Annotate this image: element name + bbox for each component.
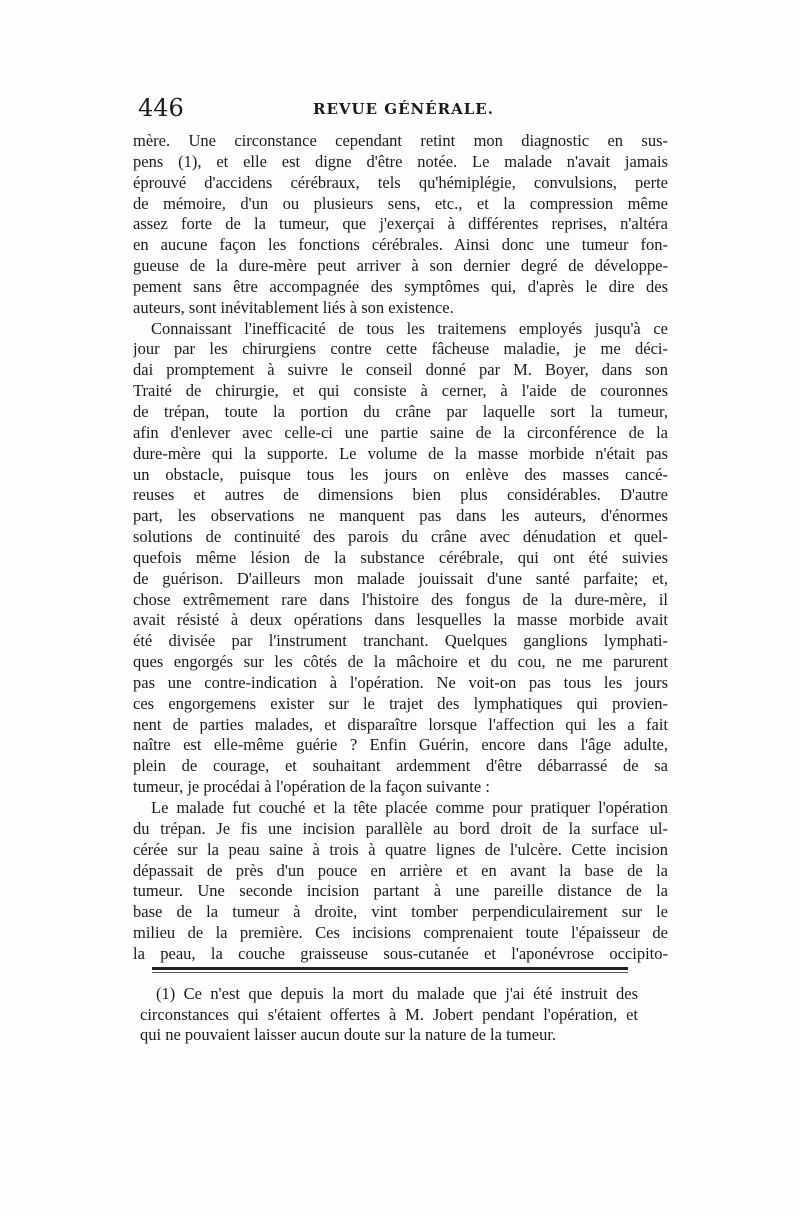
body-line: en aucune façon les fonctions cérébrales. Ainsi donc une tumeur fon- — [133, 235, 668, 255]
body-line: reuses et autres de dimensions bien plus considérables. D'autre — [133, 485, 668, 505]
body-line: nent de parties malades, et disparaître lorsque l'affection qui les a fait — [133, 714, 668, 734]
body-line: cérée sur la peau saine à trois à quatre lignes de l'ulcère. Cette incision — [133, 839, 668, 859]
body-line: du trépan. Je fis une incision parallèle au bord droit de la surface ul- — [133, 818, 668, 838]
page-number: 446 — [138, 94, 184, 122]
body-line: pas une contre-indication à l'opération. Ne voit-on pas tous les jours — [133, 672, 668, 692]
body-line: de guérison. D'ailleurs mon malade jouissait d'une santé parfaite; et, — [133, 568, 668, 588]
body-line: part, les observations ne manquent pas dans les auteurs, d'énormes — [133, 506, 668, 526]
body-line: tumeur, je procédai à l'opération de la façon suivante : — [133, 777, 490, 797]
body-line: Le malade fut couché et la tête placée comme pour pratiquer l'opération — [151, 798, 668, 817]
body-line: afin d'enlever avec celle-ci une partie saine de la circonférence de la — [133, 422, 668, 442]
body-line: avait résisté à deux opérations dans lesquelles la masse morbide avait — [133, 610, 668, 630]
body-line: éprouvé d'accidens cérébraux, tels qu'hémiplégie, convulsions, perte — [133, 172, 668, 192]
body-line: jour par les chirurgiens contre cette fâcheuse maladie, je me déci- — [133, 339, 668, 359]
body-line: naître est elle-même guérie ? Enfin Guérin, encore dans l'âge adulte, — [133, 735, 668, 755]
body-line: de mémoire, d'un ou plusieurs sens, etc., et la compression même — [133, 193, 668, 213]
body-line: auteurs, sont inévitablement liés à son existence. — [133, 297, 454, 317]
footnote-line: qui ne pouvaient laisser aucun doute sur la nature de la tumeur. — [140, 1025, 557, 1044]
footnote-line: (1) Ce n'est que depuis la mort du malade que j'ai été instruit des — [156, 984, 638, 1003]
body-line: dai promptement à suivre le conseil donné par M. Boyer, dans son — [133, 360, 668, 380]
footnote — [140, 984, 638, 1046]
footnote-divider — [152, 967, 628, 970]
body-line: pement sans être accompagnée des symptômes qui, d'après le dire des — [133, 276, 668, 296]
body-line: assez forte de la tumeur, que j'exerçai à différentes reprises, n'altéra — [133, 214, 668, 234]
body-line: tumeur. Une seconde incision partant à une pareille distance de la — [133, 881, 668, 901]
body-line: solutions de continuité des parois du crâne avec dénudation et quel- — [133, 527, 668, 547]
body-line: dure-mère qui la supporte. Le volume de la masse morbide n'était pas — [133, 443, 668, 463]
body-line: ques engorgés sur les côtés de la mâchoire et du cou, ne me parurent — [133, 652, 668, 672]
body-line: milieu de la première. Ces incisions comprenaient toute l'épaisseur de — [133, 923, 668, 943]
body-line: Connaissant l'inefficacité de tous les traitemens employés jusqu'à ce — [151, 318, 668, 338]
body-line: plein de courage, et souhaitant ardemment d'être débarrassé de sa — [133, 756, 668, 776]
body-line: gueuse de la dure-mère peut arriver à son dernier degré de développe- — [133, 256, 668, 276]
body-line: ces engorgemens exister sur le trajet des lymphatiques qui provien- — [133, 693, 668, 713]
footnote-line: circonstances qui s'étaient offertes à M. Jobert pendant l'opération, et — [140, 1004, 638, 1024]
body-line: chose extrêmement rare dans l'histoire des fongus de la dure-mère, il — [133, 589, 668, 609]
body-text — [133, 131, 668, 965]
body-line: base de la tumeur à droite, vint tomber perpendiculairement sur le — [133, 902, 668, 922]
body-line: dépassait de près d'un pouce en arrière et en avant la base de la — [133, 860, 668, 880]
body-line: été divisée par l'instrument tranchant. Quelques ganglions lymphati- — [133, 631, 668, 651]
body-line: pens (1), et elle est digne d'être notée. Le malade n'avait jamais — [133, 151, 668, 171]
page-header — [138, 94, 668, 124]
footnote-divider-thin — [152, 972, 628, 973]
body-line: quefois même lésion de la substance cérébrale, qui ont été suivies — [133, 547, 668, 567]
body-line: mère. Une circonstance cependant retint mon diagnostic en sus- — [133, 131, 668, 150]
body-line: de trépan, toute la portion du crâne par laquelle sort la tumeur, — [133, 401, 668, 421]
body-line: un obstacle, puisque tous les jours on enlève des masses cancé- — [133, 464, 668, 484]
body-line: Traité de chirurgie, et qui consiste à cerner, à l'aide de couronnes — [133, 381, 668, 401]
body-line: la peau, la couche graisseuse sous-cutanée et l'aponévrose occipito- — [133, 943, 668, 963]
running-head: REVUE GÉNÉRALE. — [313, 100, 494, 118]
